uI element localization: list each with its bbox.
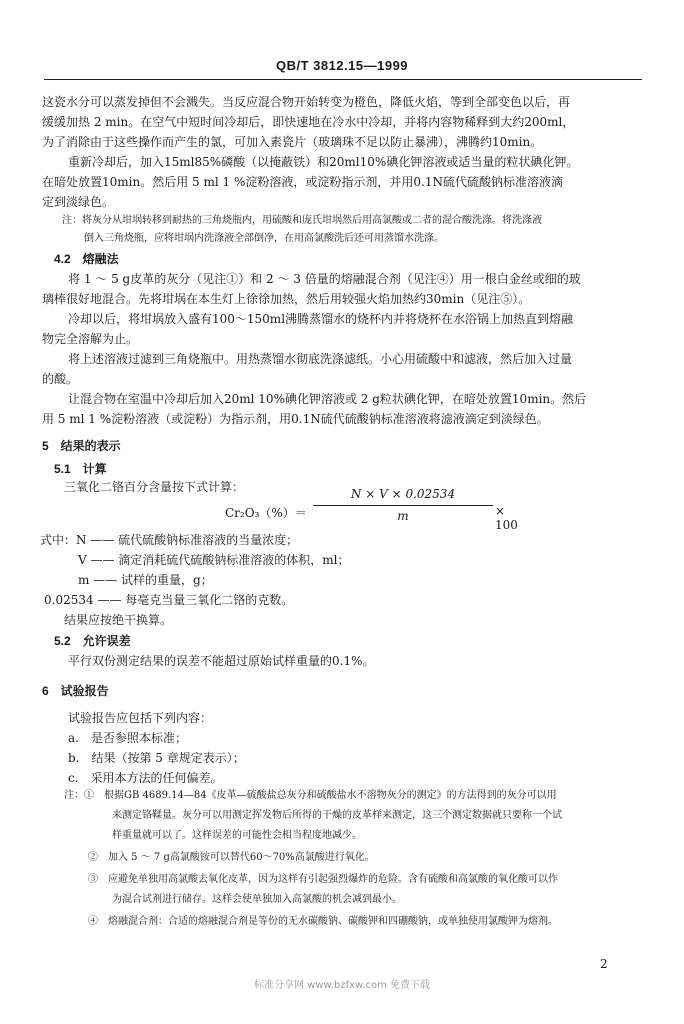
section-heading-6: 6 试验报告 [42, 684, 109, 698]
formula-numerator: N × V × 0.02534 [350, 487, 456, 501]
paragraph-line: 让混合物在室温中冷却后加入20ml 10%碘化钾溶液或 2 g粒状碘化钾，在暗处放置10min。然后 [68, 392, 587, 406]
note-line: 倒入三角烧瓶，应将坩埚内洗涤液全部倒净，在用高氯酸洗后还可用蒸馏水洗涤。 [84, 233, 444, 244]
section-heading-4-2: 4.2 熔融法 [54, 252, 119, 266]
footnote-line: 注：① 根据GB 4689.14—84《皮革—硫酸盐总灰分和硫酸盐水不溶物灰分的测定》的方法得到的灰分可以用 [64, 790, 557, 801]
footnote-line: 样重量就可以了。这样误差的可能性会相当程度地减少。 [112, 830, 362, 841]
note-line: 注：将灰分从坩埚转移到耐热的三角烧瓶内，用硫酸和庞氏坩埚然后用高氯酸或二者的混合酸洗涤。将洗涤液 [62, 215, 542, 226]
fraction-bar [313, 505, 493, 506]
calc-intro: 三氧化二铬百分含量按下式计算： [64, 480, 245, 494]
footnote-line: 来测定铬鞣量。灰分可以用测定挥发物后所得的干燥的皮革样来测定，这三个测定数据就只要称一个试 [112, 810, 562, 821]
tolerance-text: 平行双份测定结果的误差不能超过原始试样重量的0.1%。 [68, 654, 375, 668]
section-heading-5: 5 结果的表示 [42, 439, 121, 453]
paragraph-line: 这瓷水分可以蒸发掉但不会溅失。当反应混合物开始转变为橙色，降低火焰，等到全部变色以后，再 [42, 95, 571, 109]
paragraph-line: 璃棒很好地混合。先将坩埚在本生灯上徐徐加热，然后用较强火焰加热约30min（见注⑤）。 [42, 292, 531, 306]
paragraph-line: 在暗处放置10min。然后用 5 ml 1 %淀粉溶液，或淀粉指示剂，并用0.1N硫代硫酸钠标准溶液滴 [42, 175, 563, 189]
paragraph-line: 为了消除由于这些操作而产生的氯，可加入素瓷片（玻璃珠不足以防止暴沸），沸腾约10min。 [42, 135, 543, 149]
variable-definition: V —— 滴定消耗硫代硫酸钠标准溶液的体积，ml； [78, 553, 350, 567]
paragraph-line: 缓缓加热 2 min。在空气中短时间冷却后，即快速地在冷水中冷却，并将内容物稀释到大约200ml， [42, 115, 575, 129]
paragraph-line: 将 1 ～ 5 g皮革的灰分（见注①）和 2 ～ 3 倍量的熔融混合剂（见注④）用一根白金丝或细的玻 [68, 272, 581, 286]
report-item-c: c. 采用本方法的任何偏差。 [68, 771, 223, 785]
formula-fraction [313, 487, 493, 523]
footnote-line: ③ 应避免单独用高氯酸去氧化皮革，因为这样有引起强烈爆炸的危险。含有硫酸和高氯酸的氧化酸可以作 [88, 874, 558, 885]
watermark: 标准分享网 www.bzfxw.com 免费下载 [254, 980, 430, 991]
formula-denominator: m [397, 509, 409, 523]
footnote-line: ④ 熔融混合剂：合适的熔融混合剂是等份的无水碳酸钠、碳酸钾和四硼酸钠，或单独使用氯酸钾为熔剂。 [88, 916, 558, 927]
report-item-b: b. 结果（按第 5 章规定表示）； [68, 751, 245, 765]
variable-definition: 式中：N —— 硫代硫酸钠标准溶液的当量浓度； [40, 533, 299, 547]
page-number: 2 [600, 957, 608, 971]
paragraph-line: 用 5 ml 1 %淀粉溶液（或淀粉）为指示剂，用0.1N硫代硫酸钠标准溶液将滤液滴定到淡绿色。 [42, 412, 549, 426]
header-rule [44, 79, 642, 80]
footnote-line: 为混合试剂进行储存。这样会使单独加入高氯酸的机会减到最小。 [112, 894, 402, 905]
result-note: 结果应按绝干换算。 [64, 613, 173, 627]
report-item-a: a. 是否参照本标准； [68, 731, 187, 745]
paragraph-line: 重新冷却后，加入15ml85%磷酸（以掩蔽铁）和20ml10%碘化钾溶液或适当量的粒状碘化钾。 [68, 155, 579, 169]
section-heading-5-1: 5.1 计算 [54, 462, 107, 476]
variable-definition: 0.02534 —— 每毫克当量三氧化二铬的克数。 [44, 593, 294, 607]
section-heading-5-2: 5.2 允许误差 [54, 634, 131, 648]
paragraph-line: 定到淡绿色。 [42, 195, 115, 209]
paragraph-line: 冷却以后，将坩埚放入盛有100～150ml沸腾蒸馏水的烧杯内并将烧杯在水浴锅上加热直到熔融 [68, 312, 574, 326]
paragraph-line: 物完全溶解为止。 [42, 332, 139, 346]
formula-cr2o3 [225, 487, 525, 531]
report-intro: 试验报告应包括下列内容： [68, 711, 213, 725]
formula-rhs: × 100 [495, 504, 518, 532]
paragraph-line: 将上述溶液过滤到三角烧瓶中。用热蒸馏水彻底洗涤滤纸。小心用硫酸中和滤液，然后加入过量 [68, 352, 573, 366]
footnote-line: ② 加入 5 ～ 7 g高氯酸铵可以替代60～70%高氯酸进行氧化。 [88, 852, 375, 863]
formula-lhs: Cr₂O₃（%）＝ [225, 506, 307, 520]
standard-number-header: QB/T 3812.15—1999 [275, 58, 409, 73]
paragraph-line: 的酸。 [42, 372, 79, 386]
variable-definition: m —— 试样的重量，g； [78, 573, 213, 587]
